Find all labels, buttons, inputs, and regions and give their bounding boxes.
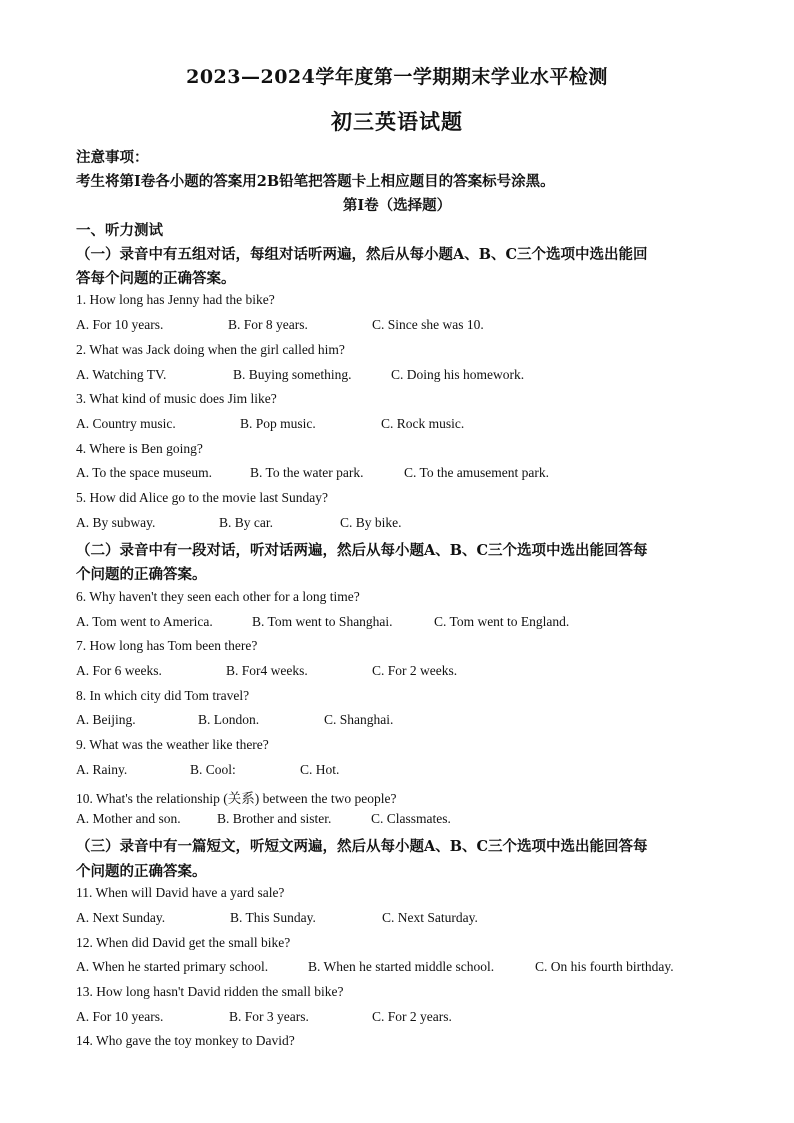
option-7c: C. For 2 weeks. xyxy=(372,663,458,678)
exam-subtitle: 初三英语试题 xyxy=(331,109,463,134)
option-9b: B. Cool: xyxy=(190,762,236,777)
option-10b: B. Brother and sister. xyxy=(217,811,332,826)
option-11b: B. This Sunday. xyxy=(230,910,316,925)
question-5: 5. How did Alice go to the movie last Sunday? xyxy=(76,490,328,505)
question-6: 6. Why haven't they seen each other for a long time? xyxy=(76,589,360,604)
question-8: 8. In which city did Tom travel? xyxy=(76,688,250,703)
option-10c: C. Classmates. xyxy=(371,811,451,826)
option-13c: C. For 2 years. xyxy=(372,1009,452,1024)
part3-instruction-line1: （三）录音中有一篇短文，听短文两遍，然后从每小题A、B、C三个选项中选出能回答每 xyxy=(76,838,648,855)
notice-label: 注意事项： xyxy=(76,149,149,166)
option-4b: B. To the water park. xyxy=(250,465,364,480)
option-11a: A. Next Sunday. xyxy=(76,910,166,925)
question-12: 12. When did David get the small bike? xyxy=(76,935,291,950)
option-1a: A. For 10 years. xyxy=(76,317,164,332)
part3-instruction-line2: 个问题的正确答案。 xyxy=(76,863,207,880)
option-2a: A. Watching TV. xyxy=(76,367,167,382)
option-5a: A. By subway. xyxy=(76,515,156,530)
part1-instruction-line1: （一）录音中有五组对话，每组对话听两遍，然后从每小题A、B、C三个选项中选出能回 xyxy=(76,246,648,263)
option-5b: B. By car. xyxy=(219,515,273,530)
part2-instruction-line2: 个问题的正确答案。 xyxy=(76,566,207,583)
section-title-listening: 一、听力测试 xyxy=(76,222,163,239)
option-6a: A. Tom went to America. xyxy=(76,614,213,629)
option-1c: C. Since she was 10. xyxy=(372,317,484,332)
option-13a: A. For 10 years. xyxy=(76,1009,164,1024)
question-13: 13. How long hasn't David ridden the small bike? xyxy=(76,984,344,999)
option-10a: A. Mother and son. xyxy=(76,811,181,826)
option-6c: C. Tom went to England. xyxy=(434,614,570,629)
question-14: 14. Who gave the toy monkey to David? xyxy=(76,1033,295,1048)
option-8c: C. Shanghai. xyxy=(324,712,394,727)
question-3: 3. What kind of music does Jim like? xyxy=(76,391,277,406)
option-13b: B. For 3 years. xyxy=(229,1009,309,1024)
option-5c: C. By bike. xyxy=(340,515,402,530)
option-3a: A. Country music. xyxy=(76,416,176,431)
question-10: 10. What's the relationship (关系) between the two people? xyxy=(76,791,397,806)
option-11c: C. Next Saturday. xyxy=(382,910,478,925)
option-9a: A. Rainy. xyxy=(76,762,128,777)
exam-title: 2023—2024学年度第一学期期末学业水平检测 xyxy=(186,66,608,88)
option-4a: A. To the space museum. xyxy=(76,465,213,480)
volume-title: 第I卷（选择题） xyxy=(342,197,452,214)
question-11: 11. When will David have a yard sale? xyxy=(76,885,285,900)
option-8a: A. Beijing. xyxy=(76,712,136,727)
question-9: 9. What was the weather like there? xyxy=(76,737,269,752)
option-3b: B. Pop music. xyxy=(240,416,316,431)
question-7: 7. How long has Tom been there? xyxy=(76,638,258,653)
part2-instruction-line1: （二）录音中有一段对话，听对话两遍，然后从每小题A、B、C三个选项中选出能回答每 xyxy=(76,542,648,559)
option-2c: C. Doing his homework. xyxy=(391,367,525,382)
option-12a: A. When he started primary school. xyxy=(76,959,269,974)
option-7b: B. For4 weeks. xyxy=(226,663,308,678)
question-1: 1. How long has Jenny had the bike? xyxy=(76,292,275,307)
option-12c: C. On his fourth birthday. xyxy=(535,959,674,974)
option-12b: B. When he started middle school. xyxy=(308,959,495,974)
option-7a: A. For 6 weeks. xyxy=(76,663,162,678)
option-9c: C. Hot. xyxy=(300,762,340,777)
option-1b: B. For 8 years. xyxy=(228,317,308,332)
option-4c: C. To the amusement park. xyxy=(404,465,550,480)
notice-text: 考生将第I卷各小题的答案用2B铅笔把答题卡上相应题目的答案标号涂黑。 xyxy=(76,173,555,190)
option-3c: C. Rock music. xyxy=(381,416,465,431)
part1-instruction-line2: 答每个问题的正确答案。 xyxy=(76,270,236,287)
question-4: 4. Where is Ben going? xyxy=(76,441,203,456)
option-2b: B. Buying something. xyxy=(233,367,352,382)
question-2: 2. What was Jack doing when the girl called him? xyxy=(76,342,345,357)
option-6b: B. Tom went to Shanghai. xyxy=(252,614,393,629)
option-8b: B. London. xyxy=(198,712,260,727)
